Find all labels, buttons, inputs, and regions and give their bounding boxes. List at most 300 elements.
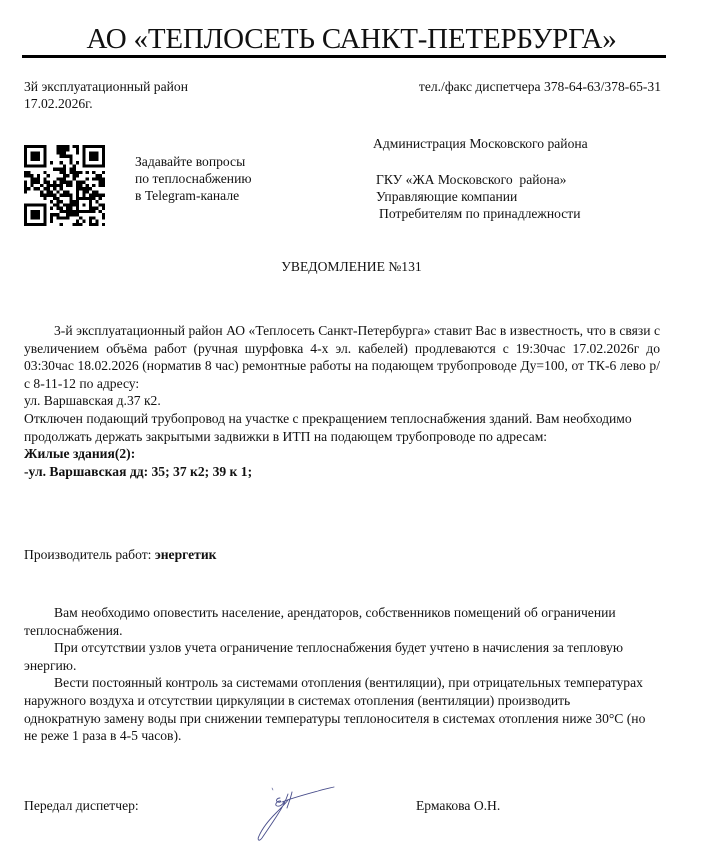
qr-module	[69, 194, 72, 197]
qr-module	[34, 155, 37, 158]
qr-module	[24, 161, 27, 164]
qr-module	[66, 174, 69, 177]
qr-module	[89, 145, 92, 148]
qr-module	[47, 190, 50, 193]
qr-module	[43, 155, 46, 158]
paragraph-2: Отключен подающий трубопровод на участке с прекращением теплоснабжения зданий. Вам необходимо продолжать держать закрытыми задвижки в ИТП на подающем трубопроводе по адресам:	[24, 410, 632, 444]
qr-module	[76, 174, 79, 177]
qr-module	[34, 151, 37, 154]
qr-module	[79, 210, 82, 213]
qr-module	[56, 203, 59, 206]
qr-module	[66, 181, 69, 184]
header-divider	[22, 55, 666, 58]
qr-module	[69, 168, 72, 171]
qr-module	[79, 223, 82, 226]
qr-module	[95, 158, 98, 161]
qr-module	[30, 210, 33, 213]
qr-module	[30, 184, 33, 187]
qr-module	[56, 184, 59, 187]
qr-module	[60, 223, 63, 226]
buildings-heading	[24, 445, 660, 463]
qr-module	[99, 164, 102, 167]
qr-module	[92, 155, 95, 158]
qr-module	[76, 161, 79, 164]
signature-icon	[250, 784, 350, 846]
qr-module	[27, 203, 30, 206]
qr-module	[73, 213, 76, 216]
qr-module	[60, 200, 63, 203]
qr-module	[43, 164, 46, 167]
qr-module	[40, 223, 43, 226]
qr-module	[56, 216, 59, 219]
district-label: 3й эксплуатационный район	[24, 79, 188, 94]
qr-module	[24, 148, 27, 151]
qr-module	[27, 187, 30, 190]
qr-module	[92, 145, 95, 148]
qr-module	[56, 207, 59, 210]
qr-module	[69, 210, 72, 213]
qr-module	[89, 223, 92, 226]
qr-module	[99, 145, 102, 148]
qr-module	[82, 190, 85, 193]
qr-module	[27, 174, 30, 177]
qr-module	[89, 200, 92, 203]
qr-module	[79, 216, 82, 219]
qr-module	[43, 216, 46, 219]
qr-module	[30, 181, 33, 184]
qr-module	[82, 194, 85, 197]
qr-module	[99, 184, 102, 187]
qr-module	[63, 194, 66, 197]
qr-module	[63, 155, 66, 158]
recipient-administration: Администрация Московского района	[373, 136, 588, 151]
qr-module	[73, 164, 76, 167]
qr-module	[89, 203, 92, 206]
qr-module	[63, 190, 66, 193]
qr-module	[40, 190, 43, 193]
qr-module	[60, 181, 63, 184]
qr-module	[95, 174, 98, 177]
qr-module	[50, 216, 53, 219]
qr-code-icon[interactable]	[24, 145, 105, 226]
qr-module	[63, 174, 66, 177]
qr-module	[43, 177, 46, 180]
qr-module	[79, 181, 82, 184]
qr-module	[86, 171, 89, 174]
qr-module	[89, 216, 92, 219]
qr-module	[99, 181, 102, 184]
qr-module	[24, 190, 27, 193]
qr-module	[37, 158, 40, 161]
qr-module	[66, 213, 69, 216]
qr-module	[30, 158, 33, 161]
qr-module	[102, 203, 105, 206]
qr-module	[43, 148, 46, 151]
qr-module	[50, 207, 53, 210]
qr-module	[82, 203, 85, 206]
qr-module	[63, 168, 66, 171]
qr-module	[82, 145, 85, 148]
qr-module	[82, 164, 85, 167]
qr-module	[82, 155, 85, 158]
qr-module	[76, 223, 79, 226]
qr-module	[79, 184, 82, 187]
qr-module	[95, 151, 98, 154]
qr-module	[102, 171, 105, 174]
qr-module	[27, 164, 30, 167]
qr-module	[66, 145, 69, 148]
qr-module	[30, 203, 33, 206]
qr-module	[43, 220, 46, 223]
qr-module	[43, 194, 46, 197]
qr-module	[95, 177, 98, 180]
qr-module	[50, 194, 53, 197]
qr-module	[66, 194, 69, 197]
qr-module	[24, 184, 27, 187]
qr-module	[63, 177, 66, 180]
qr-module	[43, 145, 46, 148]
qr-module	[63, 164, 66, 167]
contractor-label: Производитель работ:	[24, 547, 155, 562]
qr-module	[73, 177, 76, 180]
qr-module	[37, 177, 40, 180]
qr-module	[56, 197, 59, 200]
qr-module	[102, 216, 105, 219]
qr-module	[63, 216, 66, 219]
qr-module	[40, 194, 43, 197]
qr-module	[66, 216, 69, 219]
qr-module	[82, 151, 85, 154]
qr-module	[89, 220, 92, 223]
qr-module	[76, 190, 79, 193]
qr-module	[60, 187, 63, 190]
telegram-line-2: по теплоснабжению	[135, 171, 252, 186]
qr-module	[89, 158, 92, 161]
qr-module	[76, 210, 79, 213]
qr-module	[82, 148, 85, 151]
paragraph-5: Вести постоянный контроль за системами отопления (вентиляции), при отрицательных температурах наружного воздуха и отсутствии циркуляции в системах отопления (вентиляции) производить однократную замену воды при снижении температуры теплоносителя в системах отопления ниже 30°С (но не реже 1 раза в 4-5 часов).	[24, 675, 646, 744]
qr-module	[66, 148, 69, 151]
qr-module	[27, 171, 30, 174]
qr-module	[95, 190, 98, 193]
qr-module	[76, 181, 79, 184]
qr-module	[30, 216, 33, 219]
qr-module	[69, 161, 72, 164]
qr-module	[37, 155, 40, 158]
qr-module	[24, 216, 27, 219]
company-title: АО «ТЕПЛОСЕТЬ САНКТ-ПЕТЕРБУРГА»	[86, 23, 617, 55]
qr-module	[34, 177, 37, 180]
qr-module	[89, 197, 92, 200]
qr-module	[102, 158, 105, 161]
qr-module	[63, 203, 66, 206]
qr-module	[50, 161, 53, 164]
qr-module	[24, 145, 27, 148]
qr-module	[47, 194, 50, 197]
qr-module	[56, 148, 59, 151]
qr-module	[92, 158, 95, 161]
qr-module	[60, 210, 63, 213]
qr-module	[66, 203, 69, 206]
qr-module	[95, 164, 98, 167]
qr-module	[56, 145, 59, 148]
qr-module	[37, 216, 40, 219]
qr-module	[60, 161, 63, 164]
qr-module	[47, 187, 50, 190]
qr-module	[92, 194, 95, 197]
qr-module	[37, 145, 40, 148]
qr-module	[43, 187, 46, 190]
qr-module	[56, 151, 59, 154]
qr-module	[43, 203, 46, 206]
dispatcher-name: Ермакова О.Н.	[416, 798, 501, 813]
qr-module	[30, 164, 33, 167]
qr-module	[95, 223, 98, 226]
qr-module	[82, 197, 85, 200]
qr-module	[82, 187, 85, 190]
paragraph-1-first: 3-й эксплуатационный район АО «Теплосеть Санкт-Петербурга» ставит Вас в известность, что	[54, 323, 606, 338]
qr-module	[92, 210, 95, 213]
qr-module	[24, 187, 27, 190]
qr-module	[102, 161, 105, 164]
qr-module	[43, 197, 46, 200]
paragraph-1	[24, 322, 660, 392]
qr-module	[34, 203, 37, 206]
qr-module	[79, 187, 82, 190]
qr-module	[40, 203, 43, 206]
qr-module	[69, 213, 72, 216]
telegram-line-3: в Telegram-канале	[135, 188, 240, 203]
qr-module	[43, 207, 46, 210]
qr-module	[69, 184, 72, 187]
qr-module	[34, 164, 37, 167]
qr-module	[102, 223, 105, 226]
qr-module	[69, 158, 72, 161]
qr-module	[24, 210, 27, 213]
qr-module	[73, 168, 76, 171]
recipient-gku: ГКУ «ЖА Московского района»	[376, 172, 567, 187]
qr-module	[102, 177, 105, 180]
qr-module	[60, 216, 63, 219]
qr-module	[102, 181, 105, 184]
qr-module	[40, 164, 43, 167]
qr-module	[79, 171, 82, 174]
qr-module	[60, 155, 63, 158]
qr-module	[89, 164, 92, 167]
qr-module	[76, 203, 79, 206]
qr-module	[102, 184, 105, 187]
qr-module	[50, 184, 53, 187]
qr-module	[92, 164, 95, 167]
qr-module	[60, 194, 63, 197]
qr-module	[53, 197, 56, 200]
qr-module	[37, 151, 40, 154]
qr-module	[69, 200, 72, 203]
qr-module	[47, 181, 50, 184]
qr-module	[92, 184, 95, 187]
qr-module	[102, 213, 105, 216]
qr-module	[86, 177, 89, 180]
qr-module	[92, 223, 95, 226]
sender-label: Передал диспетчер:	[24, 798, 139, 813]
recipient-consumers: Потребителям по принадлежности	[379, 206, 581, 221]
document-date: 17.02.2026г.	[24, 96, 93, 111]
qr-module	[95, 200, 98, 203]
qr-module	[86, 145, 89, 148]
qr-module	[37, 164, 40, 167]
qr-module	[76, 207, 79, 210]
qr-module	[92, 151, 95, 154]
qr-module	[43, 210, 46, 213]
qr-module	[56, 177, 59, 180]
qr-module	[73, 171, 76, 174]
qr-module	[63, 151, 66, 154]
qr-module	[76, 194, 79, 197]
contractor	[24, 546, 217, 564]
qr-module	[89, 155, 92, 158]
qr-module	[53, 181, 56, 184]
qr-module	[66, 155, 69, 158]
paragraph-4: При отсутствии узлов учета ограничение теплоснабжения будет учтено в начисления за тепловую энергию.	[24, 640, 624, 673]
qr-module	[82, 161, 85, 164]
qr-module	[34, 181, 37, 184]
qr-module	[95, 145, 98, 148]
qr-module	[24, 207, 27, 210]
qr-module	[24, 174, 27, 177]
qr-module	[37, 210, 40, 213]
qr-module	[76, 148, 79, 151]
qr-module	[60, 171, 63, 174]
qr-module	[95, 207, 98, 210]
qr-module	[99, 210, 102, 213]
qr-module	[24, 158, 27, 161]
qr-module	[92, 197, 95, 200]
qr-module	[86, 190, 89, 193]
qr-module	[24, 155, 27, 158]
qr-module	[102, 151, 105, 154]
qr-module	[50, 200, 53, 203]
qr-module	[73, 203, 76, 206]
qr-module	[43, 158, 46, 161]
qr-module	[24, 181, 27, 184]
telegram-line-1: Задавайте вопросы	[135, 154, 246, 169]
qr-module	[99, 177, 102, 180]
qr-module	[89, 194, 92, 197]
qr-module	[102, 207, 105, 210]
qr-module	[86, 184, 89, 187]
qr-module	[37, 203, 40, 206]
qr-module	[73, 174, 76, 177]
qr-module	[66, 210, 69, 213]
qr-module	[53, 194, 56, 197]
recipient-management: Управляющие компании	[376, 189, 518, 204]
qr-module	[40, 184, 43, 187]
qr-module	[30, 213, 33, 216]
qr-module	[53, 184, 56, 187]
qr-module	[30, 145, 33, 148]
qr-module	[76, 184, 79, 187]
qr-module	[30, 223, 33, 226]
qr-module	[69, 171, 72, 174]
qr-module	[53, 213, 56, 216]
qr-module	[82, 220, 85, 223]
qr-module	[76, 220, 79, 223]
qr-module	[89, 210, 92, 213]
qr-module	[47, 184, 50, 187]
qr-module	[66, 207, 69, 210]
qr-module	[50, 190, 53, 193]
qr-module	[73, 210, 76, 213]
buildings-heading-text: Жилые здания(2):	[24, 446, 136, 462]
qr-module	[76, 145, 79, 148]
qr-module	[56, 213, 59, 216]
qr-module	[53, 187, 56, 190]
qr-module	[60, 148, 63, 151]
qr-module	[86, 187, 89, 190]
qr-module	[99, 194, 102, 197]
address: ул. Варшавская д.37 к2.	[24, 393, 161, 409]
qr-module	[76, 171, 79, 174]
contractor-value: энергетик	[154, 547, 217, 562]
qr-module	[69, 203, 72, 206]
qr-module	[43, 151, 46, 154]
paragraph-1-rest: в связи с увеличением объёма работ (ручная шурфовка 4-х эл. кабелей) продлеваются с 19:30час 17.02.2026г до 03:30час 18.02.2026 (норматив 8 час) ремонтные работы на подающем трубопроводе Ду=100, от ТК-6 лево р/с 8-11-12 по адресу:	[24, 323, 660, 391]
qr-module	[37, 213, 40, 216]
qr-module	[60, 184, 63, 187]
qr-module	[69, 197, 72, 200]
qr-module	[69, 155, 72, 158]
qr-module	[34, 216, 37, 219]
notice-title: УВЕДОМЛЕНИЕ №131	[281, 259, 422, 274]
qr-module	[34, 213, 37, 216]
buildings-list-text: -ул. Варшавская дд: 35; 37 к2; 39 к 1;	[24, 463, 253, 479]
dispatcher-phone: тел./факс диспетчера 378-64-63/378-65-31	[418, 79, 661, 94]
qr-module	[69, 207, 72, 210]
qr-module	[34, 210, 37, 213]
instructions	[24, 604, 646, 745]
qr-module	[43, 161, 46, 164]
qr-module	[56, 190, 59, 193]
qr-module	[60, 151, 63, 154]
qr-module	[92, 207, 95, 210]
qr-module	[89, 207, 92, 210]
qr-module	[24, 164, 27, 167]
qr-module	[95, 220, 98, 223]
qr-module	[69, 181, 72, 184]
qr-module	[102, 194, 105, 197]
qr-module	[95, 155, 98, 158]
qr-module	[60, 145, 63, 148]
qr-module	[37, 174, 40, 177]
qr-module	[34, 187, 37, 190]
qr-module	[76, 197, 79, 200]
qr-module	[37, 223, 40, 226]
qr-module	[66, 184, 69, 187]
qr-module	[34, 223, 37, 226]
qr-module	[24, 171, 27, 174]
qr-module	[56, 200, 59, 203]
qr-module	[24, 203, 27, 206]
qr-module	[76, 200, 79, 203]
qr-module	[92, 190, 95, 193]
qr-module	[63, 145, 66, 148]
qr-module	[92, 171, 95, 174]
qr-module	[24, 223, 27, 226]
qr-module	[24, 213, 27, 216]
qr-module	[63, 171, 66, 174]
qr-module	[24, 151, 27, 154]
qr-module	[86, 210, 89, 213]
